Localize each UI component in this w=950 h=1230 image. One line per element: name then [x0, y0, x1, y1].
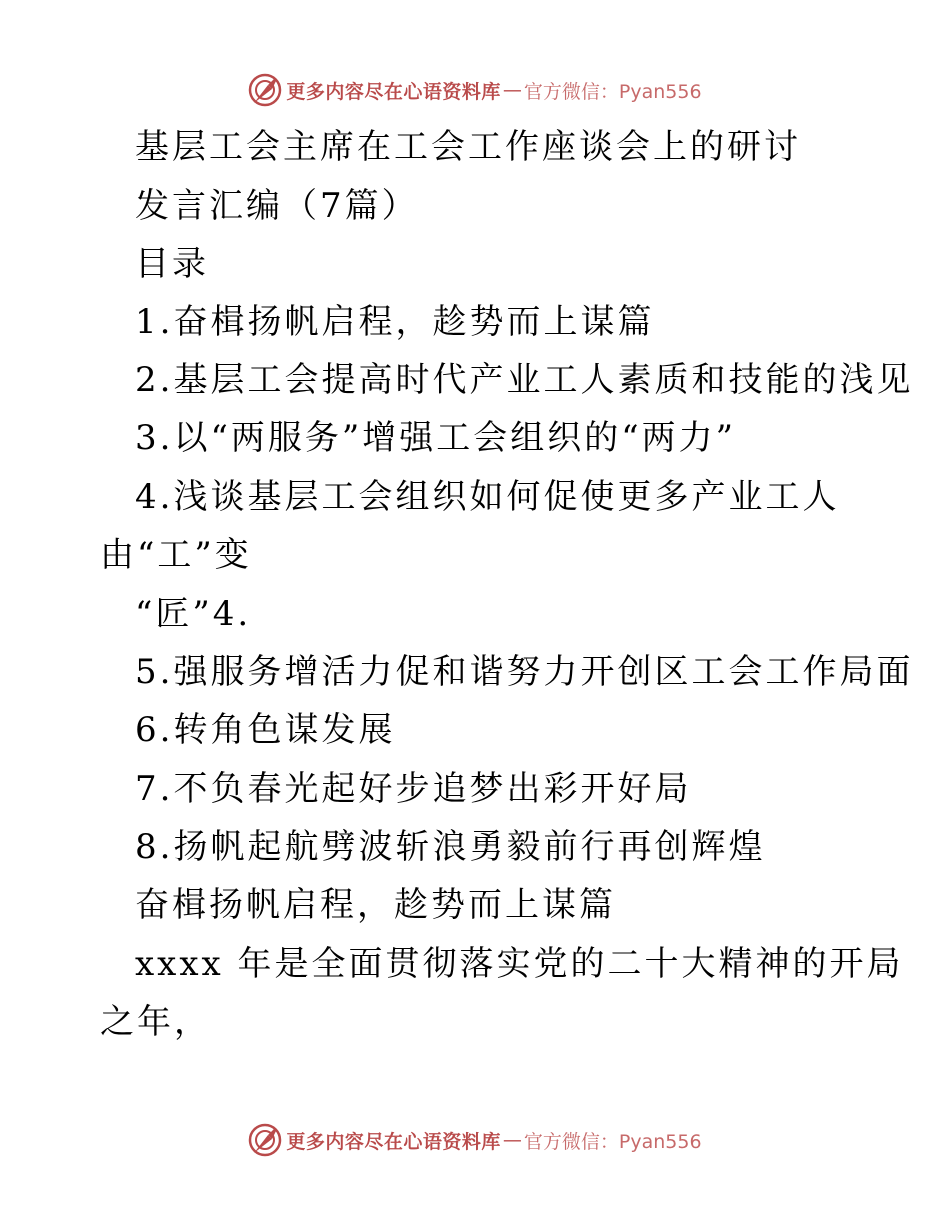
toc-item: 6.转角色谋发展 — [135, 710, 396, 750]
watermark-text: 更多内容尽在心语资料库 — [286, 1130, 501, 1153]
watermark-wechat: 官方微信：Pyan556 — [523, 80, 702, 103]
toc-item: 7.不负春光起好步追梦出彩开好局 — [135, 769, 692, 809]
header-watermark — [0, 70, 950, 110]
toc-item: 2.基层工会提高时代产业工人素质和技能的浅见 — [135, 360, 914, 400]
toc-heading: 目录 — [135, 244, 209, 284]
toc-item: 8.扬帆起航劈波斩浪勇毅前行再创辉煌 — [135, 827, 766, 867]
watermark-dash: — — [502, 1129, 522, 1151]
pen-logo-icon — [248, 1123, 282, 1157]
document-title-line-2: 发言汇编（7篇） — [135, 186, 419, 226]
body-paragraph-line: 之年， — [100, 1002, 211, 1042]
section-heading: 奋楫扬帆启程，趁势而上谋篇 — [135, 885, 616, 925]
document-title-line-1: 基层工会主席在工会工作座谈会上的研讨 — [135, 127, 801, 167]
watermark-wechat: 官方微信：Pyan556 — [523, 1130, 702, 1153]
pen-logo-icon — [248, 73, 282, 107]
body-paragraph-line: xxxx 年是全面贯彻落实党的二十大精神的开局 — [135, 944, 904, 984]
toc-item: 3.以“两服务”增强工会组织的“两力” — [135, 418, 736, 458]
footer-watermark — [0, 1120, 950, 1160]
toc-item: 4.浅谈基层工会组织如何促使更多产业工人 — [135, 477, 840, 517]
toc-item-continuation: “匠”4. — [135, 594, 252, 634]
toc-item: 5.强服务增活力促和谐努力开创区工会工作局面 — [135, 652, 914, 692]
watermark-dash: — — [502, 79, 522, 101]
toc-item-continuation: 由“工”变 — [100, 535, 252, 575]
toc-item: 1.奋楫扬帆启程，趁势而上谋篇 — [135, 302, 655, 342]
watermark-text: 更多内容尽在心语资料库 — [286, 80, 501, 103]
